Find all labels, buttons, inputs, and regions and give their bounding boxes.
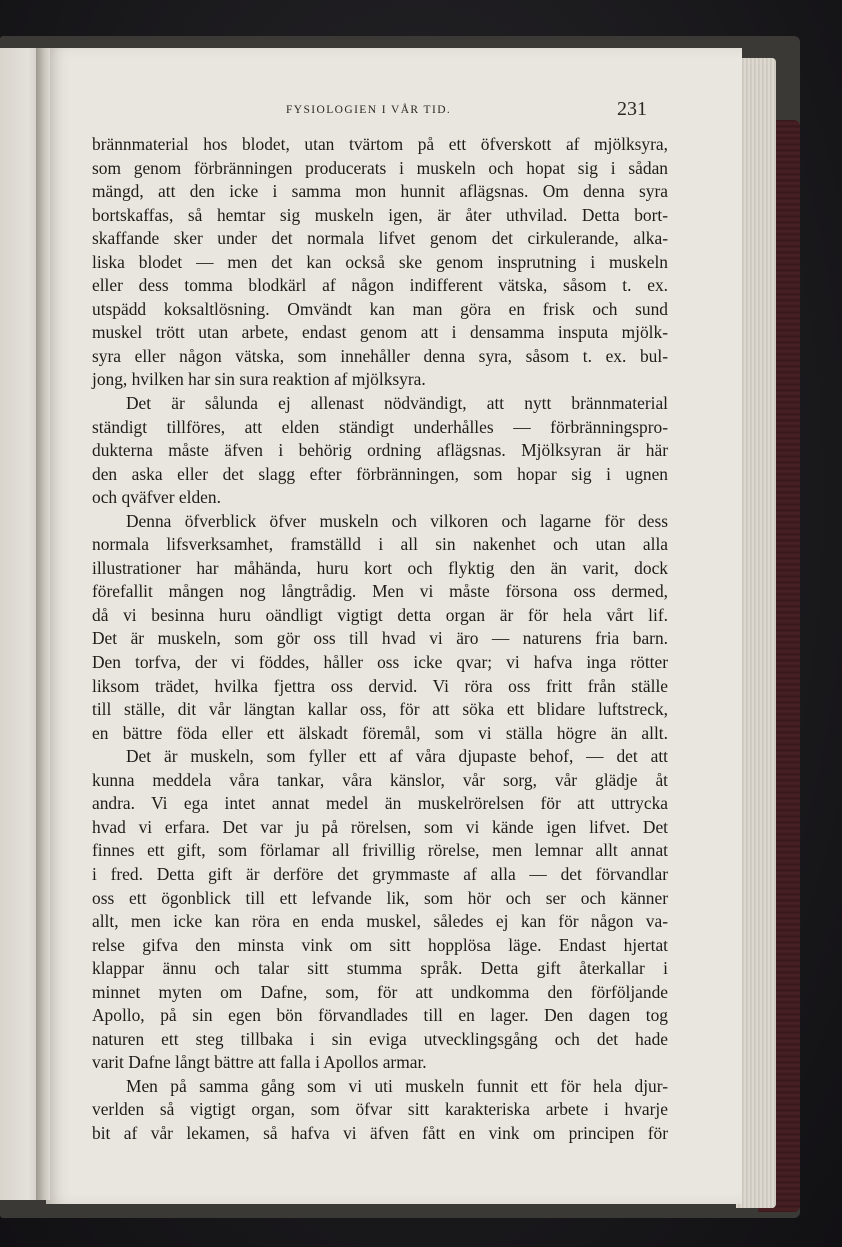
text-line: normala lifsverksamhet, framställd i all sin nakenhet och utan alla: [92, 534, 668, 555]
text-line: kunna meddela våra tankar, våra känslor, vår sorg, vår glädje åt: [92, 769, 668, 790]
text-line: skaffande sker under det normala lifvet genom det cirkulerande, alka-: [92, 228, 668, 249]
text-line: oss ett ögonblick till ett lefvande lik, som hör och ser och känner: [92, 887, 668, 908]
text-line: i fred. Detta gift är derföre det grymmaste af alla — det förvandlar: [92, 863, 668, 884]
text-line: mängd, att den icke i samma mon hunnit aflägsnas. Om denna syra: [92, 181, 668, 202]
text-line: klappar ännu och talar sitt stumma språk. Detta gift återkallar i: [92, 958, 668, 979]
page-number: 231: [617, 98, 647, 120]
text-line: brännmaterial hos blodet, utan tvärtom på ett öfverskott af mjölksyra,: [92, 134, 668, 154]
text-line: dukterna måste äfven i behörig ordning aflägsnas. Mjölksyran är här: [92, 440, 668, 461]
body-text: [92, 133, 668, 1146]
running-head: FYSIOLOGIEN I VÅR TID.: [286, 104, 452, 116]
text-line: minnet myten om Dafne, som, för att undkomma den förföljande: [92, 981, 668, 1002]
text-line: eller dess tomma blodkärl af någon indifferent vätska, såsom t. ex.: [92, 275, 668, 296]
text-line: allt, men icke kan röra en enda muskel, således ej kan för någon va-: [92, 911, 668, 932]
text-line: liska blodet — men det kan också ske genom insprutning i muskeln: [92, 251, 668, 272]
book-gutter: [36, 48, 50, 1200]
facing-page: [0, 48, 40, 1200]
text-line: den aska eller det slagg efter förbränningen, som hopar sig i ugnen: [92, 463, 668, 484]
text-line: andra. Vi ega intet annat medel än muskelrörelsen för att uttrycka: [92, 793, 668, 814]
text-line: hvad vi erfara. Det var ju på rörelsen, som vi kände igen lifvet. Det: [92, 816, 668, 837]
text-line: liksom trädet, hvilka fjettra oss dervid. Vi röra oss fritt från ställe: [92, 675, 668, 696]
text-line: muskel trött utan arbete, endast genom att i densamma insputa mjölk-: [92, 322, 668, 343]
text-line: Men på samma gång som vi uti muskeln funnit ett för hela djur-: [126, 1075, 668, 1096]
text-line: och qväfver elden.: [92, 487, 221, 508]
text-line: naturen ett steg tillbaka i sin eviga utvecklingsgång och det hade: [92, 1028, 668, 1049]
text-line: Apollo, på sin egen bön förvandlades till en lager. Den dagen tog: [92, 1005, 668, 1026]
text-line: Denna öfverblick öfver muskeln och vilkoren och lagarne för dess: [126, 510, 668, 531]
text-line: relse gifva den minsta vink om sitt hopplösa läge. Endast hjertat: [92, 934, 668, 955]
text-line: Det är sålunda ej allenast nödvändigt, att nytt brännmaterial: [126, 393, 668, 414]
text-line: ständigt tillföres, att elden ständigt underhålles — förbränningspro-: [92, 416, 668, 437]
text-line: till ställe, dit vår längtan kallar oss, för att söka ett blidare luftstreck,: [92, 699, 668, 720]
text-line: syra eller någon vätska, som innehåller denna syra, såsom t. ex. bul-: [92, 345, 668, 366]
page-block-edge: [736, 58, 776, 1208]
text-line: då vi besinna huru oändligt vigtigt detta organ är för hela vårt lif.: [92, 604, 668, 625]
text-line: som genom förbränningen producerats i muskeln och hopat sig i sådan: [92, 157, 668, 178]
text-line: jong, hvilken har sin sura reaktion af mjölksyra.: [92, 369, 426, 390]
text-line: Det är muskeln, som gör oss till hvad vi äro — naturens fria barn.: [92, 628, 668, 649]
text-line: bortskaffas, så hemtar sig muskeln igen, är åter uthvilad. Detta bort-: [92, 204, 668, 225]
text-line: förefallit mången nog långtrådig. Men vi måste försona oss dermed,: [92, 581, 668, 602]
text-line: bit af vår lekamen, så hafva vi äfven fått en vink om principen för: [92, 1122, 668, 1143]
text-line: en bättre föda eller ett älskadt föremål, som vi ställa högre än allt.: [92, 722, 668, 743]
text-line: finnes ett gift, som förlamar all frivillig rörelse, men lemnar allt annat: [92, 840, 668, 861]
text-line: illustrationer har måhända, huru kort och flyktig den än varit, dock: [92, 557, 668, 578]
text-line: utspädd koksaltlösning. Omvändt kan man göra en frisk och sund: [92, 298, 668, 319]
text-line: varit Dafne långt bättre att falla i Apollos armar.: [92, 1052, 427, 1073]
text-line: verlden så vigtigt organ, som öfvar sitt karakteriska arbete i hvarje: [92, 1099, 668, 1120]
text-line: Det är muskeln, som fyller ett af våra djupaste behof, — det att: [126, 746, 668, 767]
text-line: Den torfva, der vi föddes, håller oss icke qvar; vi hafva inga rötter: [92, 652, 668, 673]
